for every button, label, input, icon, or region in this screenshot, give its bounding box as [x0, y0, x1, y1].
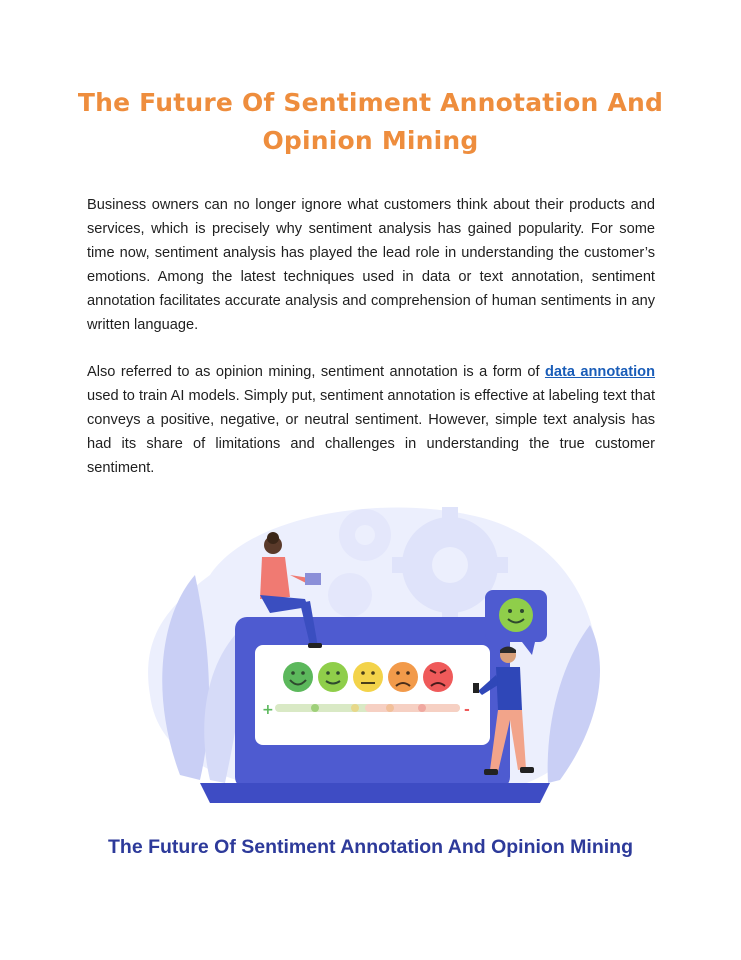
paragraph-text-before-link: Also referred to as opinion mining, sentiment annotation is a form of	[87, 364, 545, 380]
sad-face-icon	[388, 662, 418, 692]
image-caption: The Future Of Sentiment Annotation And Opinion Mining	[108, 836, 633, 858]
intro-paragraph: Business owners can no longer ignore what customers think about their products and services, which is precisely why sentiment analysis has gained popularity. For some time now, sentiment analysis has played the lead role in understanding the customer’s emotions. Among the latest techniques used in data or text annotation, sentiment annotation facilitates accurate analysis and comprehension of human sentiments in any written language.	[87, 197, 655, 333]
laptop-base	[200, 783, 550, 803]
neutral-face-icon	[353, 662, 383, 692]
paragraph-text-after-link: used to train AI models. Simply put, sentiment annotation is effective at labeling text that conveys a positive, negative, or neutral sentiment. However, simple text analysis has had its share of limitations and challenges in understanding the true customer sentiment.	[87, 388, 655, 476]
happy-face-icon	[318, 662, 348, 692]
angry-face-icon	[423, 662, 453, 692]
emoji-rating-row	[283, 662, 453, 692]
opinion-mining-paragraph	[87, 360, 655, 480]
page-title: The Future Of Sentiment Annotation And Opinion Mining	[77, 88, 664, 155]
very-happy-face-icon	[283, 662, 313, 692]
smiley-face-icon	[499, 598, 533, 632]
data-annotation-link[interactable]: data annotation	[544, 364, 655, 380]
laptop-display	[255, 645, 490, 745]
sentiment-illustration	[140, 495, 610, 815]
scale-minus-sign: -	[464, 702, 470, 718]
scale-plus-sign: +	[262, 702, 274, 718]
